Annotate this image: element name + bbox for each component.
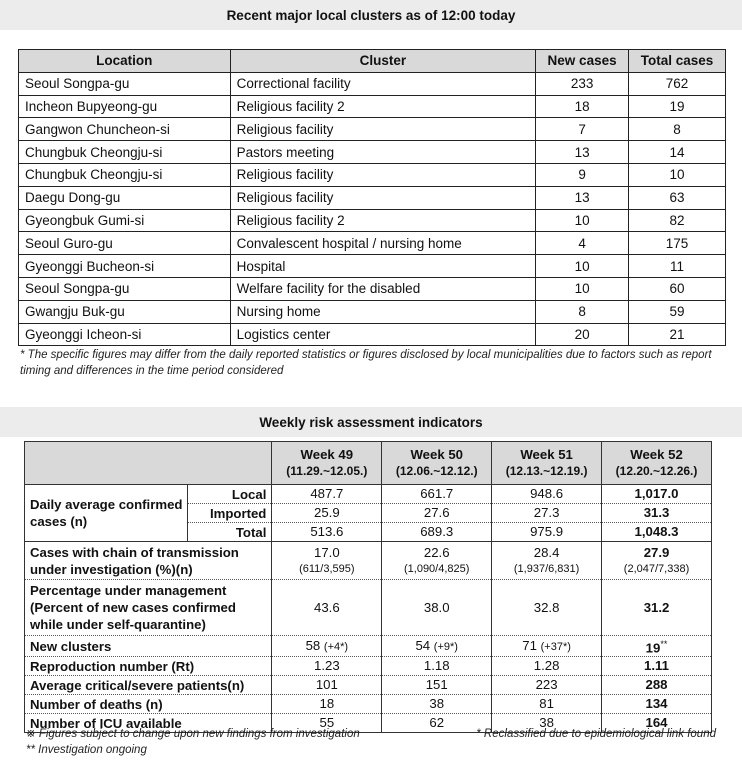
chain-row [25,542,712,580]
week-dates: (12.13.~12.19.) [505,464,588,478]
chain-count: (611/3,595) [299,562,355,575]
location-cell: Gyeonggi Icheon-si [19,323,231,346]
table-row [19,209,726,232]
value-cell: 1.18 [382,657,492,676]
cluster-cell: Hospital [230,255,536,278]
clusters-table [18,49,726,346]
header-blank-cell [25,442,272,485]
value-cell: 43.6 [272,580,382,636]
value-cell [492,542,602,580]
value-cell: 31.2 [602,580,712,636]
location-cell: Incheon Bupyeong-gu [19,95,231,118]
total-cases-cell: 14 [629,141,726,164]
week-header [382,442,492,485]
total-cases-cell: 59 [629,300,726,323]
new-cases-cell: 8 [536,300,629,323]
week-dates: (11.29.~12.05.) [286,464,368,478]
value-cell: 38.0 [382,580,492,636]
value-cell: 1,048.3 [602,523,712,542]
table-row [19,186,726,209]
value-cell: 223 [492,676,602,695]
header-new-cases: New cases [536,50,629,73]
weekly-footnotes [26,726,726,758]
value-cell: 948.6 [492,485,602,504]
table-row [19,277,726,300]
value-cell: 1.23 [272,657,382,676]
value-cell: 134 [602,695,712,714]
week-dates: (12.20.~12.26.) [615,464,698,478]
new-clusters-value: 58 [305,637,321,653]
value-cell: 62 [382,714,492,733]
value-cell: 31.3 [602,504,712,523]
cluster-cell: Pastors meeting [230,141,536,164]
total-cases-cell: 21 [629,323,726,346]
total-cases-cell: 11 [629,255,726,278]
new-clusters-label: New clusters [25,636,272,657]
location-cell: Gangwon Chuncheon-si [19,118,231,141]
daily-average-label: Daily average confirmed cases (n) [25,485,188,542]
location-cell: Seoul Songpa-gu [19,72,231,95]
value-cell: 101 [272,676,382,695]
cluster-cell: Welfare facility for the disabled [230,277,536,300]
footnote-reclassified: * Reclassified due to epidemiological link found [476,728,716,740]
new-cases-cell: 10 [536,277,629,300]
week-header [272,442,382,485]
management-row [25,580,712,636]
cluster-cell: Religious facility [230,163,536,186]
value-cell [272,542,382,580]
value-cell: 288 [602,676,712,695]
total-cases-cell: 175 [629,232,726,255]
value-cell [382,542,492,580]
value-cell: 55 [272,714,382,733]
value-cell [492,636,602,657]
new-cases-cell: 10 [536,255,629,278]
value-cell: 164 [602,714,712,733]
table-row [19,72,726,95]
location-cell: Chungbuk Cheongju-si [19,163,231,186]
location-cell: Seoul Guro-gu [19,232,231,255]
daily-sub-label: Total [188,523,272,542]
value-cell: 25.9 [272,504,382,523]
week-dates: (12.06.~12.12.) [395,464,478,478]
total-cases-cell: 60 [629,277,726,300]
value-cell: 1,017.0 [602,485,712,504]
simple-row-label: Number of ICU available [25,714,272,733]
cluster-cell: Religious facility [230,186,536,209]
total-cases-cell: 63 [629,186,726,209]
new-clusters-row [25,636,712,657]
deaths-row [25,695,712,714]
location-cell: Chungbuk Cheongju-si [19,141,231,164]
table-row [19,300,726,323]
new-cases-cell: 10 [536,209,629,232]
value-cell [272,636,382,657]
new-clusters-extra: (+9*) [433,640,458,653]
total-cases-cell: 8 [629,118,726,141]
new-clusters-extra: ** [660,639,668,649]
value-cell: 151 [382,676,492,695]
new-clusters-extra: (+37*) [540,640,571,653]
value-cell: 38 [492,714,602,733]
new-cases-cell: 4 [536,232,629,255]
weekly-header-row [25,442,712,485]
table-row [19,163,726,186]
new-clusters-value: 54 [415,637,431,653]
footnote-figures: ※ Figures subject to change upon new findings from investigation [26,728,360,740]
week-label: Week 51 [520,447,573,462]
value-cell: 1.11 [602,657,712,676]
value-cell: 975.9 [492,523,602,542]
cluster-cell: Nursing home [230,300,536,323]
new-clusters-extra: (+4*) [323,640,349,653]
footnote-investigation: ** Investigation ongoing [26,744,147,756]
week-label: Week 49 [300,447,354,462]
table-row [19,141,726,164]
total-cases-cell: 82 [629,209,726,232]
cluster-cell: Logistics center [230,323,536,346]
daily-local-row [25,485,712,504]
value-cell: 38 [382,695,492,714]
location-cell: Gyeonggi Bucheon-si [19,255,231,278]
new-cases-cell: 9 [536,163,629,186]
value-cell: 27.3 [492,504,602,523]
chain-count: (2,047/7,338) [623,562,690,575]
clusters-footnote: * The specific figures may differ from the daily reported statistics or figures disclosed by local municipalities due to factors such as report timing and differences in the time period considered [20,349,712,377]
week-label: Week 52 [630,447,683,462]
value-cell [602,636,712,657]
new-cases-cell: 20 [536,323,629,346]
location-cell: Gwangju Buk-gu [19,300,231,323]
cluster-cell: Correctional facility [230,72,536,95]
value-cell [382,636,492,657]
rt-row [25,657,712,676]
cluster-cell: Religious facility [230,118,536,141]
total-cases-cell: 762 [629,72,726,95]
value-cell: 661.7 [382,485,492,504]
weekly-risk-table [24,441,712,733]
value-cell: 513.6 [272,523,382,542]
value-cell: 27.6 [382,504,492,523]
value-cell: 689.3 [382,523,492,542]
chain-count: (1,937/6,831) [513,562,580,575]
cluster-cell: Religious facility 2 [230,209,536,232]
new-cases-cell: 13 [536,141,629,164]
value-cell: 81 [492,695,602,714]
new-clusters-value: 19 [645,640,661,656]
chain-label: Cases with chain of transmission under investigation (%)(n) [25,542,272,580]
value-cell: 1.28 [492,657,602,676]
simple-row-label: Number of deaths (n) [25,695,272,714]
table-row [19,232,726,255]
location-cell: Daegu Dong-gu [19,186,231,209]
weekly-title: Weekly risk assessment indicators [0,407,742,437]
chain-percent: 27.9 [643,544,670,560]
table-row [19,255,726,278]
value-cell: 32.8 [492,580,602,636]
header-location: Location [19,50,231,73]
chain-percent: 17.0 [313,544,340,560]
new-cases-cell: 233 [536,72,629,95]
simple-row-label: Reproduction number (Rt) [25,657,272,676]
total-cases-cell: 19 [629,95,726,118]
management-label: Percentage under management (Percent of new cases confirmed while under self-quarantine) [25,580,272,636]
new-cases-cell: 13 [536,186,629,209]
week-header [492,442,602,485]
table-row [19,95,726,118]
table-row [19,323,726,346]
daily-sub-label: Local [188,485,272,504]
week-header [602,442,712,485]
simple-row-label: Average critical/severe patients(n) [25,676,272,695]
total-cases-cell: 10 [629,163,726,186]
location-cell: Gyeongbuk Gumi-si [19,209,231,232]
new-cases-cell: 7 [536,118,629,141]
new-cases-cell: 18 [536,95,629,118]
chain-percent: 28.4 [533,544,560,560]
clusters-title: Recent major local clusters as of 12:00 today [0,0,742,30]
header-cluster: Cluster [230,50,536,73]
value-cell: 487.7 [272,485,382,504]
value-cell [602,542,712,580]
chain-count: (1,090/4,825) [403,562,470,575]
header-total-cases: Total cases [629,50,726,73]
location-cell: Seoul Songpa-gu [19,277,231,300]
cluster-cell: Convalescent hospital / nursing home [230,232,536,255]
week-label: Week 50 [410,447,463,462]
cluster-cell: Religious facility 2 [230,95,536,118]
daily-sub-label: Imported [188,504,272,523]
clusters-header-row [19,50,726,73]
value-cell: 18 [272,695,382,714]
chain-percent: 22.6 [423,544,450,560]
table-row [19,118,726,141]
new-clusters-value: 71 [522,637,537,653]
critical-row [25,676,712,695]
